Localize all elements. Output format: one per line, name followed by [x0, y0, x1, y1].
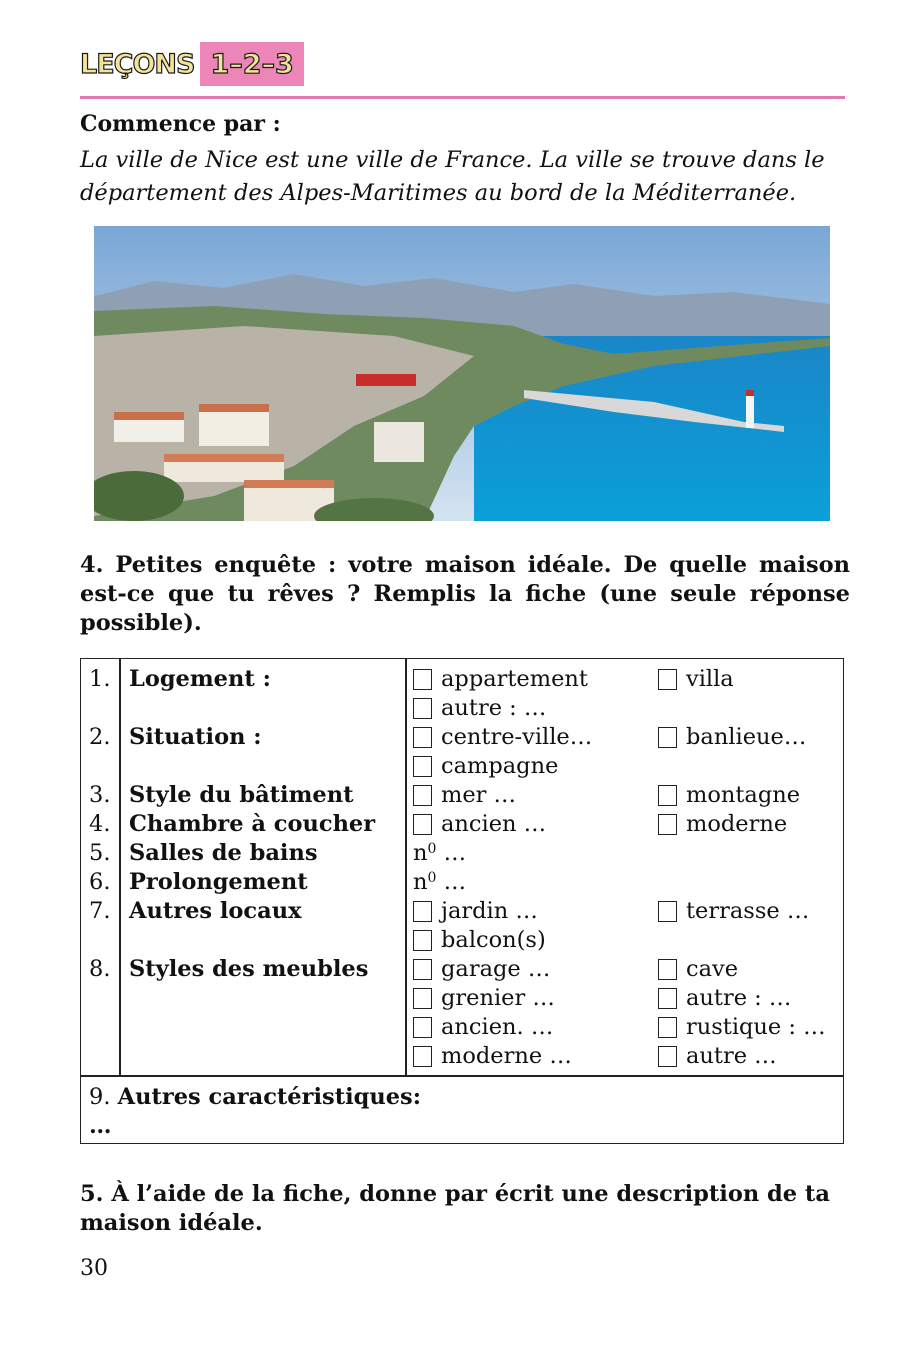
option-autre-locaux[interactable]: autre : … [658, 984, 791, 1013]
checkbox[interactable] [413, 814, 432, 835]
row-number: 7. [89, 898, 111, 924]
option-banlieue[interactable]: banlieue… [658, 723, 806, 752]
option-mer[interactable]: mer … [413, 781, 516, 810]
row-number: 3. [89, 782, 111, 808]
option-ancien-meubles[interactable]: ancien. … [413, 1013, 553, 1042]
label-chambre: Chambre à coucher [129, 811, 376, 837]
page-number: 30 [80, 1256, 108, 1281]
option-autre[interactable]: autre : … [413, 694, 546, 723]
field-prolongement-count[interactable]: $n^0$ … [413, 869, 467, 895]
checkbox[interactable] [658, 814, 677, 835]
row-number: 5. [89, 840, 111, 866]
label-logement: Logement : [129, 666, 271, 692]
intro-text: La ville de Nice est une ville de France. La ville se trouve dans le département des Alpes-Maritimes au bord de la Méditerranée. [80, 147, 825, 206]
task-4-instructions: 4. Petites enquête : votre maison idéale. De quelle maison est-ce que tu rêves ? Remplis la fiche (une seule réponse possible). [80, 552, 850, 636]
row-number: 8. [89, 956, 111, 982]
checkbox[interactable] [658, 901, 677, 922]
option-centre-ville[interactable]: centre-ville… [413, 723, 592, 752]
checkbox[interactable] [658, 1046, 677, 1067]
column-divider [119, 659, 121, 1075]
row-number: 1. [89, 666, 111, 692]
checkbox[interactable] [658, 727, 677, 748]
column-divider [405, 659, 407, 1075]
option-moderne-meubles[interactable]: moderne … [413, 1042, 572, 1071]
option-cave[interactable]: cave [658, 955, 738, 984]
option-appartement[interactable]: appartement [413, 665, 588, 694]
label-salles-bains: Salles de bains [129, 840, 318, 866]
row-number: 2. [89, 724, 111, 750]
option-ancien[interactable]: ancien … [413, 810, 546, 839]
checkbox[interactable] [413, 1046, 432, 1067]
checkbox[interactable] [413, 785, 432, 806]
checkbox[interactable] [413, 669, 432, 690]
checkbox[interactable] [413, 959, 432, 980]
checkbox[interactable] [413, 901, 432, 922]
label-situation: Situation : [129, 724, 262, 750]
checkbox[interactable] [658, 669, 677, 690]
commence-heading: Commence par : [80, 111, 281, 137]
field-salles-count[interactable]: $n^0$ … [413, 840, 467, 866]
option-balcon[interactable]: balcon(s) [413, 926, 546, 955]
row-number: 4. [89, 811, 111, 837]
option-garage[interactable]: garage … [413, 955, 550, 984]
task-5-instructions: 5. À l’aide de la fiche, donne par écrit une description de ta maison idéale. [80, 1181, 830, 1236]
survey-form [80, 658, 844, 1144]
checkbox[interactable] [413, 727, 432, 748]
option-jardin[interactable]: jardin … [413, 897, 538, 926]
autres-answer-field[interactable]: … [89, 1113, 112, 1139]
checkbox[interactable] [658, 1017, 677, 1038]
checkbox[interactable] [658, 988, 677, 1009]
checkbox[interactable] [658, 785, 677, 806]
option-moderne[interactable]: moderne [658, 810, 787, 839]
option-terrasse[interactable]: terrasse … [658, 897, 809, 926]
option-grenier[interactable]: grenier … [413, 984, 555, 1013]
checkbox[interactable] [413, 756, 432, 777]
label-prolongement: Prolongement [129, 869, 308, 895]
label-autres-locaux: Autres locaux [129, 898, 302, 924]
option-rustique[interactable]: rustique : … [658, 1013, 826, 1042]
lessons-title: LEÇONS [80, 48, 195, 80]
row-number: 9. [89, 1084, 111, 1110]
option-montagne[interactable]: montagne [658, 781, 800, 810]
checkbox[interactable] [413, 698, 432, 719]
checkbox[interactable] [413, 930, 432, 951]
row-divider [81, 1075, 843, 1077]
nice-harbour-photo [94, 226, 830, 521]
label-autres-caracteristiques: Autres caractéristiques: [117, 1084, 422, 1110]
label-style-batiment: Style du bâtiment [129, 782, 354, 808]
autres-caracteristiques [89, 1083, 421, 1112]
label-styles-meubles: Styles des meubles [129, 956, 369, 982]
lesson-header [80, 42, 304, 86]
option-villa[interactable]: villa [658, 665, 734, 694]
checkbox[interactable] [413, 988, 432, 1009]
option-campagne[interactable]: campagne [413, 752, 558, 781]
header-divider [80, 96, 845, 99]
lessons-numbers: 1–2–3 [200, 42, 303, 86]
checkbox[interactable] [658, 959, 677, 980]
option-autre-meubles[interactable]: autre … [658, 1042, 777, 1071]
checkbox[interactable] [413, 1017, 432, 1038]
row-number: 6. [89, 869, 111, 895]
